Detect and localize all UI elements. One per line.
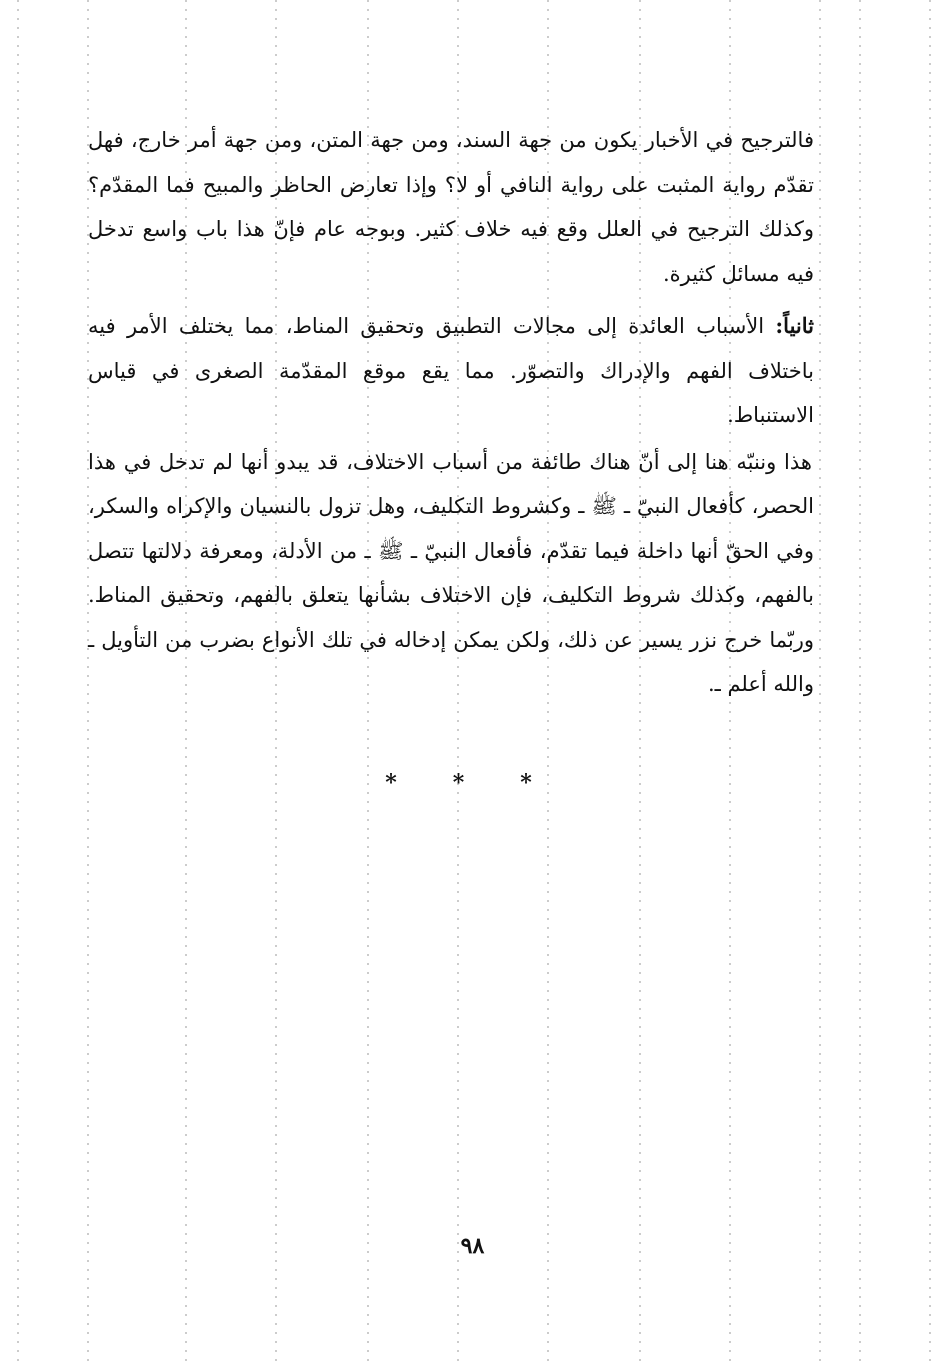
page-number: ٩٨: [460, 1233, 485, 1259]
paragraph-second: [88, 304, 814, 438]
separator-asterisk: *: [452, 770, 493, 796]
separator-asterisk: *: [520, 770, 560, 796]
paragraph-second-body: الأسباب العائدة إلى مجالات التطبيق وتحقيق المناط، مما يختلف الأمر فيه باختلاف الفهم والإدراك والتصوّر. مما يقع موقع المقدّمة الصغرى في قياس الاستنباط.: [88, 314, 814, 427]
paragraph-second-lead: ثانياً:: [775, 313, 814, 338]
separator-asterisk: *: [385, 770, 425, 796]
section-separator: [0, 770, 945, 796]
paragraph-first: فالترجيح في الأخبار يكون من جهة السند، ومن جهة المتن، ومن جهة أمر خارج، فهل تقدّم رواية المثبت على رواية النافي أو لا؟ وإذا تعارض الحاظر والمبيح فما المقدّم؟ وكذلك الترجيح في العلل وقع فيه خلاف كثير. وبوجه عام فإنّ هذا باب واسع تدخل فيه مسائل كثيرة.: [88, 128, 814, 286]
page-body: [88, 118, 814, 707]
paragraph-third: هذا وننبّه هنا إلى أنّ هناك طائفة من أسباب الاختلاف، قد يبدو أنها لم تدخل في هذا الحصر، كأفعال النبيّ ـ ﷺ ـ وكشروط التكليف، وهل تزول بالنسيان والإكراه والسكر، وفي الحقّ أنها داخلة فيما تقدّم، فأفعال النبيّ ـ ﷺ ـ من الأدلة، ومعرفة دلالتها تتصل بالفهم، وكذلك شروط التكليف، فإن الاختلاف بشأنها يتعلق بالفهم، وتحقيق المناط. وربّما خرج نزر يسير عن ذلك، ولكن يمكن إدخاله في تلك الأنواع بضرب من التأويل ـ والله أعلم ـ.: [88, 449, 814, 696]
